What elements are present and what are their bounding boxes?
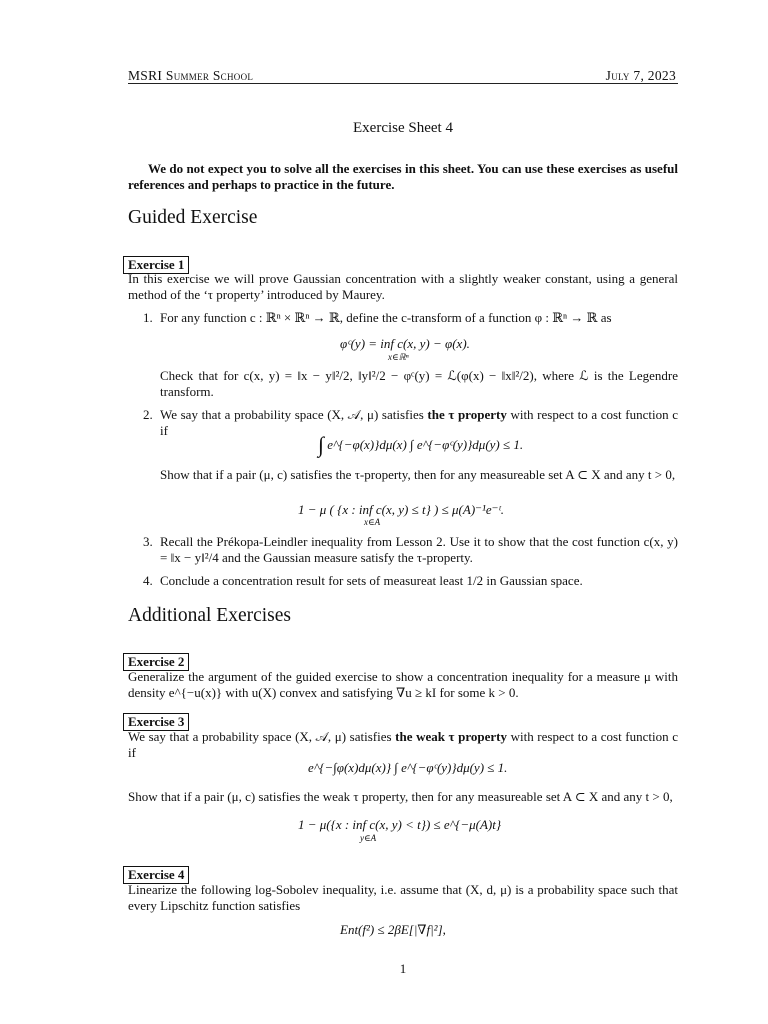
item-4-number: 4. xyxy=(143,573,153,588)
item-1-text-b: Check that for c(x, y) = ‖x − y‖²/2, ‖y‖²/2 − φᶜ(y) = ℒ(φ(x) − ‖x‖²/2), where ℒ is the Legendre transform. xyxy=(160,368,678,399)
section-heading-guided: Guided Exercise xyxy=(128,207,258,228)
item-2-equation-2-sub: x∈A xyxy=(364,517,381,527)
item-3-text: Recall the Prékopa-Leindler inequality from Lesson 2. Use it to show that the cost function c(x, y) = ‖x − y‖²/4 and the Gaussian measure satisfy the τ-property. xyxy=(160,534,678,565)
exercise-3-text-post: with respect to a cost function c if xyxy=(128,729,678,760)
exercise-4-equation: Ent(f²) ≤ 2βE[|∇f|²], xyxy=(340,922,446,937)
item-2-number: 2. xyxy=(143,407,153,422)
header-rule xyxy=(128,83,678,84)
item-4-text: Conclude a concentration result for sets of measureat least 1/2 in Gaussian space. xyxy=(160,573,583,588)
exercise-3-text xyxy=(128,729,678,761)
exercise-1-label: Exercise 1 xyxy=(123,256,189,274)
item-2-text-a-bold: the τ property xyxy=(427,407,507,422)
exercise-1-text: In this exercise we will prove Gaussian concentration with a slightly weaker constant, using a general method of the ‘τ property’ introduced by Maurey. xyxy=(128,271,678,302)
item-2-equation-2: 1 − μ ( {x : inf c(x, y) ≤ t} ) ≤ μ(A)⁻¹e⁻ᵗ. xyxy=(298,502,504,517)
header-left: MSRI Summer School xyxy=(128,68,254,83)
exercise-4-label: Exercise 4 xyxy=(123,866,189,884)
item-1-equation-sub: x∈ℝⁿ xyxy=(388,352,409,362)
exercise-3-text-pre: We say that a probability space (X, 𝒜, μ) satisfies xyxy=(128,729,396,744)
exercise-3-label: Exercise 3 xyxy=(123,713,189,731)
page-number: 1 xyxy=(399,961,407,976)
exercise-3-text-2: Show that if a pair (μ, c) satisfies the weak τ property, then for any measureable set A ⊂ X and any t > 0, xyxy=(128,789,673,804)
intro-text: We do not expect you to solve all the exercises in this sheet. You can use these exercises as useful references and perhaps to practice in the future. xyxy=(128,161,678,192)
item-2-text-b: Show that if a pair (μ, c) satisfies the τ-property, then for any measureable set A ⊂ X and any t > 0, xyxy=(160,467,676,482)
exercise-3-equation-2-sub: y∈A xyxy=(360,833,377,843)
item-3-number: 3. xyxy=(143,534,153,549)
exercise-4-text: Linearize the following log-Sobolev inequality, i.e. assume that (X, d, μ) is a probability space such that every Lipschitz function satisfies xyxy=(128,882,678,913)
exercise-2-label: Exercise 2 xyxy=(123,653,189,671)
item-1-number: 1. xyxy=(143,310,153,325)
item-1-text-a: For any function c : ℝⁿ × ℝⁿ → ℝ, define the c-transform of a function φ : ℝⁿ → ℝ as xyxy=(160,310,612,325)
item-2-text-a-post: with respect to a cost function c if xyxy=(160,407,678,438)
section-heading-additional: Additional Exercises xyxy=(128,605,291,626)
integral-sign: ∫ xyxy=(318,432,325,457)
header-right: July 7, 2023 xyxy=(605,68,676,83)
exercise-3-equation-1: e^{−∫φ(x)dμ(x)} ∫ e^{−φᶜ(y)}dμ(y) ≤ 1. xyxy=(308,760,508,775)
item-2-text-a-pre: We say that a probability space (X, 𝒜, μ) satisfies xyxy=(160,407,428,422)
exercise-3-text-bold: the weak τ property xyxy=(395,729,507,744)
item-2-equation-body: e^{−φ(x)}dμ(x) ∫ e^{−φᶜ(y)}dμ(y) ≤ 1. xyxy=(327,437,524,452)
item-2-equation xyxy=(318,432,524,457)
exercise-2-text: Generalize the argument of the guided exercise to show a concentration inequality for a measure μ with density e^{−u(x)} with u(X) convex and satisfying ∇u ≥ kI for some k > 0. xyxy=(128,669,678,700)
item-1-equation: φᶜ(y) = inf c(x, y) − φ(x). xyxy=(340,336,470,351)
exercise-3-equation-2: 1 − μ({x : inf c(x, y) < t}) ≤ e^{−μ(A)t} xyxy=(298,817,502,832)
page-title: Exercise Sheet 4 xyxy=(353,120,453,136)
